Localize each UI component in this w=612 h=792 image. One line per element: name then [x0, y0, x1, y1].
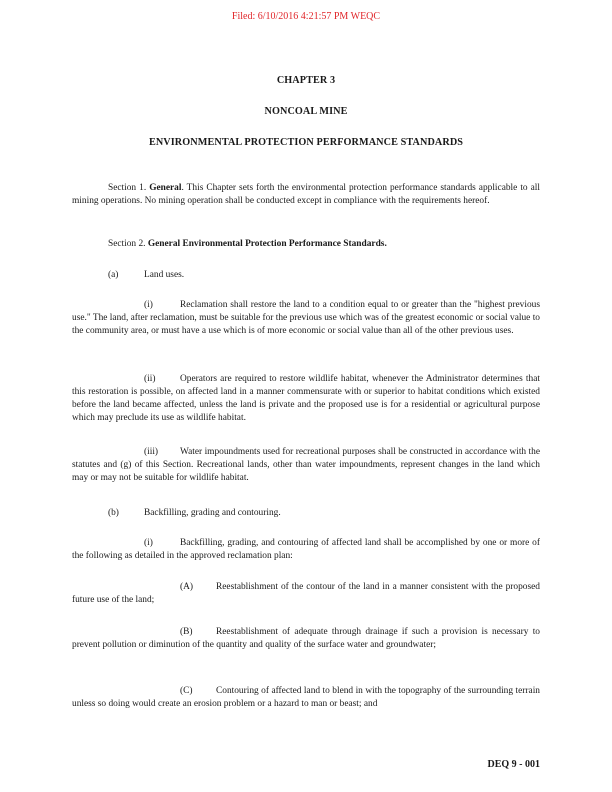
chapter-subtitle: NONCOAL MINE — [264, 106, 348, 117]
subsection-a-ii-paragraph — [72, 373, 540, 425]
subsection-b-C-text: Contouring of affected land to blend in with the topography of the surrounding terrain unless so doing would create an erosion problem or a hazard to man or beast; and — [72, 686, 540, 709]
subsection-a-iii-label: (iii) — [144, 447, 159, 457]
subsection-a-ii-text: Operators are required to restore wildlife habitat, whenever the Administrator determines that this restoration is possible, on affected land in a manner commensurate with or superior to habitat conditions which existed before the land became affected, unless the land is private and the proposed use is for a residential or agricultural purpose which may preclude its use as wildlife habitat. — [72, 374, 540, 423]
chapter-heading: CHAPTER 3 — [276, 75, 336, 86]
subsection-b-A-paragraph — [72, 581, 540, 607]
section-1-paragraph — [72, 182, 540, 208]
subsection-a-label: (a) — [108, 270, 119, 280]
subsection-b-i-label: (i) — [144, 538, 153, 548]
subsection-b-label: (b) — [108, 508, 119, 518]
subsection-b-heading — [72, 507, 540, 520]
section-2-heading-line — [72, 238, 540, 251]
subsection-a-title: Land uses. — [144, 270, 185, 280]
section-1-heading: General — [149, 183, 182, 193]
subsection-b-title: Backfilling, grading and contouring. — [144, 508, 281, 518]
filed-stamp: Filed: 6/10/2016 4:21:57 PM WEQC — [231, 11, 381, 22]
section-1-number: Section 1. — [108, 183, 147, 193]
subsection-b-i-text: Backfilling, grading, and contouring of affected land shall be accomplished by one or more of the following as detailed in the approved reclamation plan: — [72, 538, 540, 561]
page-id-footer: DEQ 9 - 001 — [487, 759, 540, 770]
subsection-b-i-paragraph — [72, 537, 540, 563]
subsection-b-B-text: Reestablishment of adequate through drainage if such a provision is necessary to prevent pollution or diminution of the quantity and quality of the surface water and groundwater; — [72, 627, 540, 650]
subsection-a-heading — [72, 269, 540, 282]
subsection-a-i-paragraph — [72, 299, 540, 338]
subsection-a-i-text: Reclamation shall restore the land to a condition equal to or greater than the "highest previous use." The land, after reclamation, must be suitable for the previous use which was of the greatest economic or social value to the community area, or must have a use which is of more economic or social value than all of the other previous uses. — [72, 300, 540, 336]
subsection-b-B-label: (B) — [180, 627, 193, 637]
section-2-number: Section 2. — [108, 239, 146, 249]
subsection-a-iii-paragraph — [72, 446, 540, 485]
subsection-b-A-text: Reestablishment of the contour of the land in a manner consistent with the proposed future use of the land; — [72, 582, 540, 605]
subsection-b-B-paragraph — [72, 626, 540, 652]
subsection-a-iii-text: Water impoundments used for recreational purposes shall be constructed in accordance with the statutes and (g) of this Section. Recreational lands, other than water impoundments, represent changes in the land which may or may not be suitable for wildlife habitat. — [72, 447, 540, 483]
subsection-a-ii-label: (ii) — [144, 374, 156, 384]
section-2-heading: General Environmental Protection Performance Standards. — [147, 239, 387, 249]
chapter-title: ENVIRONMENTAL PROTECTION PERFORMANCE STANDARDS — [148, 137, 464, 148]
subsection-b-A-label: (A) — [180, 582, 194, 592]
subsection-b-C-paragraph — [72, 685, 540, 711]
section-1-text: . This Chapter sets forth the environmental protection performance standards applicable to all mining operations. No mining operation shall be conducted except in compliance with the requirements hereof. — [72, 183, 541, 206]
subsection-a-i-label: (i) — [144, 300, 153, 310]
subsection-b-C-label: (C) — [180, 686, 193, 696]
